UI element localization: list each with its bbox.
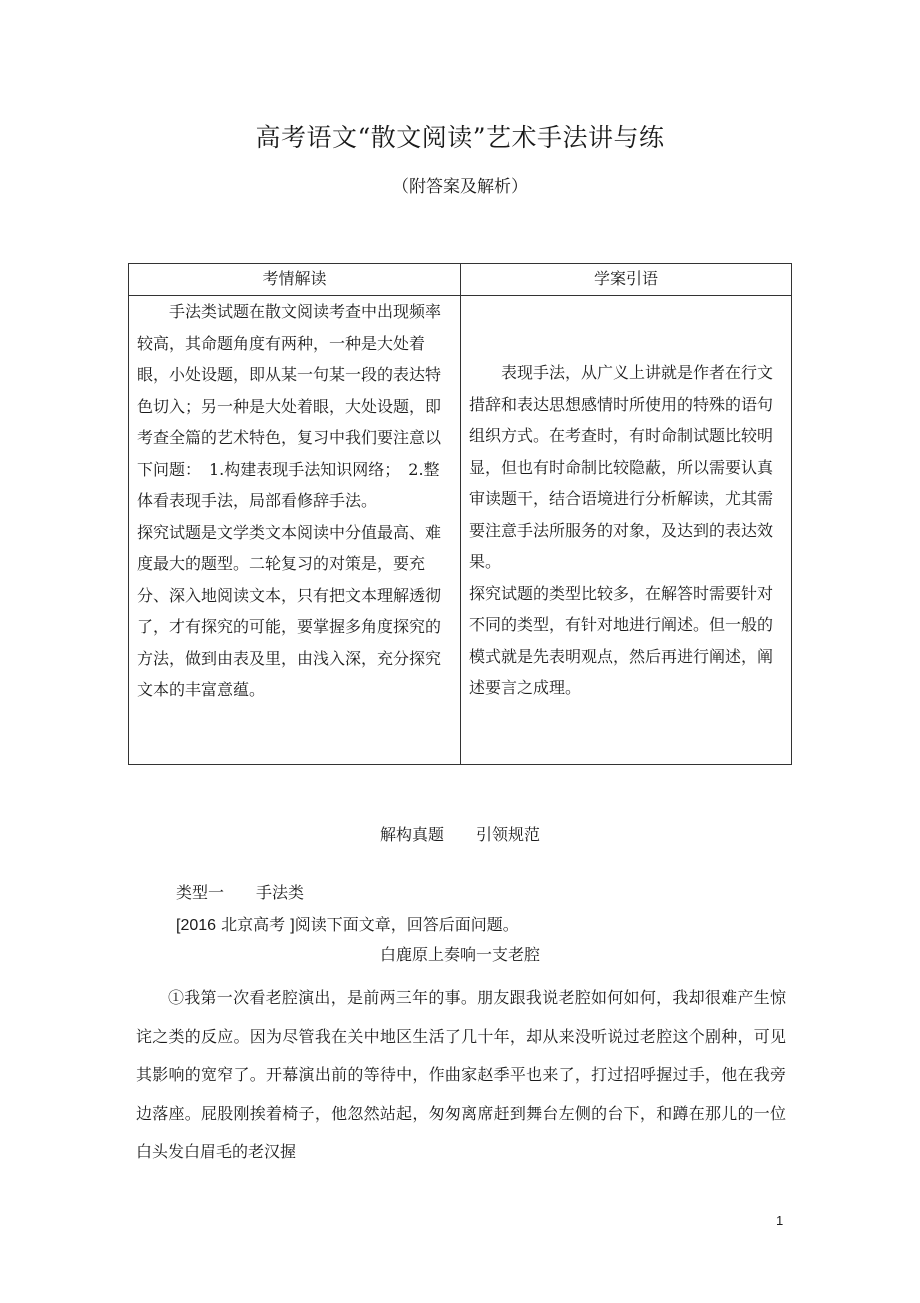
source-line bbox=[176, 912, 519, 935]
document-subtitle: （附答案及解析） bbox=[392, 177, 528, 197]
right-paragraph: 探究试题的类型比较多，在解答时需要针对不同的类型，有针对地进行阐述。但一般的模式就是先表明观点，然后再进行阐述，阐述要言之成理。 bbox=[469, 583, 774, 697]
source-year: 2016 bbox=[180, 917, 217, 934]
table-cell-right bbox=[461, 296, 792, 765]
source-exam: 北京高考 bbox=[216, 915, 291, 934]
source-bracket-open: [ bbox=[176, 917, 181, 934]
type-heading: 类型一 手法类 bbox=[176, 883, 305, 902]
table-cell-left bbox=[129, 296, 461, 765]
left-paragraph: 探究试题是文学类文本阅读中分值最高、难度最大的题型。二轮复习的对策是，要充分、深入地阅读文本，只有把文本理解透彻了，才有探究的可能，要掌握多角度探究的方法，做到由表及里，由浅入深，充分探究文本的丰富意蕴。 bbox=[137, 522, 442, 699]
source-instruction: 阅读下面文章，回答后面问题。 bbox=[294, 915, 519, 934]
article-paragraph: ①我第一次看老腔演出，是前两三年的事。朋友跟我说老腔如何如何，我却很难产生惊诧之类的反应。因为尽管我在关中地区生活了几十年，却从来没听说过老腔这个剧种，可见其影响的宽窄了。开幕演出前的等待中，作曲家赵季平也来了，打过招呼握过手，他在我旁边落座。屁股刚挨着椅子，他忽然站起，匆匆离席赶到舞台左侧的台下，和蹲在那儿的一位白头发白眉毛的老汉握 bbox=[136, 988, 786, 1161]
table-header-row bbox=[129, 264, 792, 296]
document-title: 高考语文“散文阅读”艺术手法讲与练 bbox=[255, 123, 665, 152]
section-heading: 解构真题 引领规范 bbox=[379, 825, 540, 844]
table-body-row bbox=[129, 296, 792, 765]
info-table bbox=[128, 263, 792, 765]
page-number: 1 bbox=[776, 1213, 784, 1228]
table-header-left: 考情解读 bbox=[129, 264, 461, 296]
article-title: 白鹿原上奏响一支老腔 bbox=[379, 945, 540, 964]
right-paragraph: 表现手法，从广义上讲就是作者在行文措辞和表达思想感情时所使用的特殊的语句组织方式。在考查时，有时命制试题比较明显，但也有时命制比较隐蔽，所以需要认真审读题干，结合语境进行分析解读，尤其需要注意手法所服务的对象，及达到的表达效果。 bbox=[469, 363, 774, 571]
source-bracket-close: ] bbox=[290, 917, 295, 934]
left-paragraph: 手法类试题在散文阅读考查中出现频率较高，其命题角度有两种，一种是大处着眼，小处设题，即从某一句某一段的表达特色切入；另一种是大处着眼，大处设题，即考查全篇的艺术特色，复习中我们要注意以下问题： 1.构建表现手法知识网络； 2.整体看表现手法，局部看修辞手法。 bbox=[137, 302, 442, 510]
table-header-right: 学案引语 bbox=[461, 264, 792, 296]
